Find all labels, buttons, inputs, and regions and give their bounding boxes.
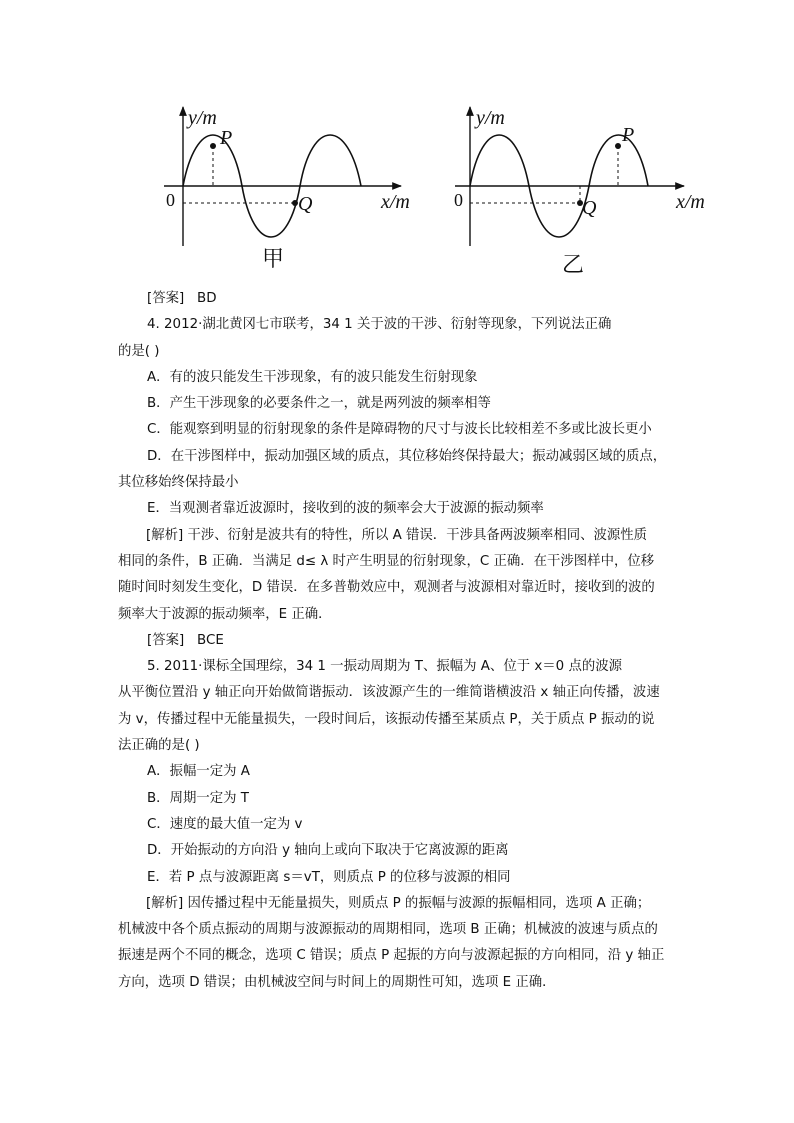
q4-analysis-line: [解析] 干涉、衍射是波共有的特性，所以 A 错误．干涉具备两波频率相同、波源性质 [146,527,648,543]
q5-stem-line: 5. 2011·课标全国理综，34 1 一振动周期为 T、振幅为 A、位于 x＝0 点的波源 [147,659,623,675]
q5-analysis-line: [解析] 因传播过程中无能量损失，则质点 P 的振幅与波源的振幅相同，选项 A 正确； [146,895,651,911]
q4-stem-line: 4. 2012·湖北黄冈七市联考，34 1 关于波的干涉、衍射等现象，下列说法正确 [147,317,612,333]
q4-option-d: D．在干涉图样中，振动加强区域的质点，其位移始终保持最大；振动减弱区域的质点， [147,448,667,464]
q4-option-b: B．产生干涉现象的必要条件之一，就是两列波的频率相等 [147,396,491,412]
q5-option-d: D．开始振动的方向沿 y 轴向上或向下取决于它离波源的距离 [147,843,509,859]
x-axis-label: x/m [676,191,705,213]
q5-option-c: C．速度的最大值一定为 v [147,816,303,832]
q5-option-a: A．振幅一定为 A [147,764,250,780]
q4-analysis-line: 频率大于波源的振动频率，E 正确． [118,606,332,622]
point-p-label: P [220,127,233,149]
x-axis-label: x/m [381,191,410,213]
y-axis-label: y/m [188,107,217,129]
answer-tag: [答案] [147,632,185,648]
point-q-label: Q [582,197,597,219]
q5-analysis-line: 方向，选项 D 错误；由机械波空间与时间上的周期性可知，选项 E 正确． [118,974,556,990]
q5-option-b: B．周期一定为 T [147,790,249,806]
q4-option-d-cont: 其位移始终保持最小 [118,475,239,491]
q4-stem-line: 的是( ) [118,343,160,359]
wave-figures [0,0,794,290]
q4-analysis-line: 随时间时刻发生变化，D 错误．在多普勒效应中，观测者与波源相对靠近时，接收到的波的 [118,580,655,596]
q4-option-a: A．有的波只能发生干涉现象，有的波只能发生衍射现象 [147,369,478,385]
q4-option-c: C．能观察到明显的衍射现象的条件是障碍物的尺寸与波长比较相差不多或比波长更小 [147,422,652,438]
q4-option-e: E．当观测者靠近波源时，接收到的波的频率会大于波源的振动频率 [147,501,544,517]
answer-value: BD [197,291,217,306]
figure-left [164,107,410,272]
q5-stem-line: 为 v，传播过程中无能量损失，一段时间后，该振动传播至某质点 P，关于质点 P 振动的说 [118,711,655,727]
document-body [118,286,678,996]
answer-tag: [答案] [147,291,185,306]
q5-stem-line: 从平衡位置沿 y 轴正向开始做简谐振动．该波源产生的一维简谐横波沿 x 轴正向传播，波速 [118,685,660,701]
y-axis-label: y/m [476,107,505,129]
answer-4 [118,628,678,654]
point-q-label: Q [298,193,313,215]
q5-option-e: E．若 P 点与波源距离 s＝vT，则质点 P 的位移与波源的相同 [147,869,511,885]
answer-value: BCE [197,632,224,648]
point-p-marker [615,143,621,149]
answer-3 [118,286,678,312]
point-p-marker [210,143,216,149]
wave-graphs [0,0,794,290]
figure-right [454,107,705,278]
figure-caption: 乙 [562,253,585,278]
figure-caption: 甲 [262,247,285,272]
origin-label: 0 [166,190,175,210]
q4-analysis-line: 相同的条件，B 正确．当满足 d≤ λ 时产生明显的衍射现象，C 正确．在干涉图样中，位移 [118,553,655,569]
origin-label: 0 [454,190,463,210]
q5-analysis-line: 振速是两个不同的概念，选项 C 错误；质点 P 起振的方向与波源起振的方向相同，沿 y 轴正 [118,948,665,964]
point-p-label: P [622,124,635,146]
q5-analysis-line: 机械波中各个质点振动的周期与波源振动的周期相同，选项 B 正确；机械波的波速与质点的 [118,922,658,938]
q5-stem-line: 法正确的是( ) [118,738,200,754]
